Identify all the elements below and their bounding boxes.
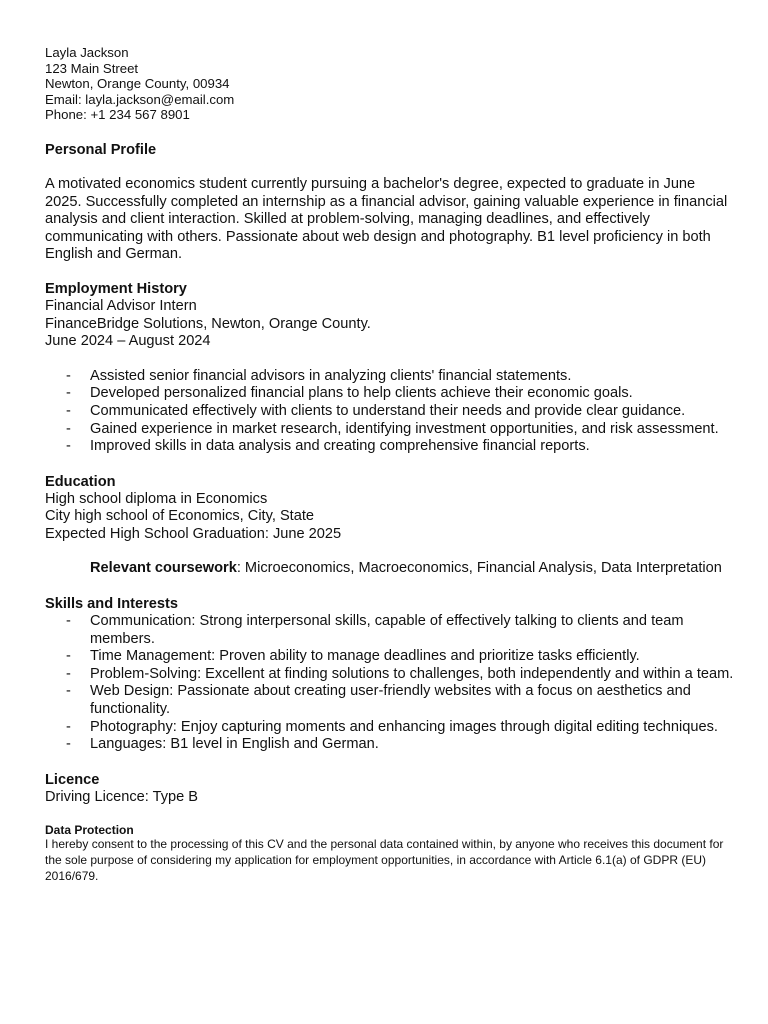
data-protection-heading: Data Protection: [45, 823, 134, 838]
skills-bullet-text: Photography: Enjoy capturing moments and enhancing images through digital editing techniques.: [90, 718, 718, 735]
employment-bullet-text: Developed personalized financial plans to help clients achieve their economic goals.: [90, 385, 633, 402]
profile-text: A motivated economics student currently pursuing a bachelor's degree, expected to graduate in June 2025. Successfully completed an internship as a financial advisor, gaining valuable experience in financial analysis and client interaction. Skilled at problem-solving, managing deadlines, and effectively communicating with others. Passionate about web design and photography. B1 level proficiency in both English and German.: [45, 175, 728, 263]
employment-company: FinanceBridge Solutions, Newton, Orange County.: [45, 315, 371, 332]
dash-bullet-icon: -: [66, 718, 71, 735]
employment-title: Financial Advisor Intern: [45, 297, 197, 314]
education-degree: High school diploma in Economics: [45, 490, 268, 507]
licence-text: Driving Licence: Type B: [45, 788, 199, 805]
list-item: [45, 736, 735, 754]
skills-bullet-text: Problem-Solving: Excellent at finding solutions to challenges, both independently and within a team.: [90, 665, 734, 682]
coursework-text: : Microeconomics, Macroeconomics, Financial Analysis, Data Interpretation: [236, 560, 722, 577]
list-item: [45, 368, 735, 386]
skills-heading: Skills and Interests: [45, 596, 179, 613]
dash-bullet-icon: -: [66, 367, 71, 384]
list-item: [45, 683, 735, 718]
contact-block: [45, 45, 735, 123]
coursework-label: Relevant coursework: [90, 560, 237, 577]
list-item: [45, 648, 735, 666]
list-item: [45, 403, 735, 421]
skills-bullet-text: Languages: B1 level in English and German.: [90, 736, 379, 753]
dash-bullet-icon: -: [66, 683, 71, 700]
dash-bullet-icon: -: [66, 736, 71, 753]
skills-bullets: [45, 613, 735, 754]
education-heading: Education: [45, 473, 116, 490]
list-item: [45, 613, 735, 648]
contact-phone: Phone: +1 234 567 8901: [45, 107, 190, 123]
employment-bullet-text: Communicated effectively with clients to understand their needs and provide clear guidance.: [90, 402, 686, 419]
skills-bullet-text: Time Management: Proven ability to manage deadlines and prioritize tasks efficiently.: [90, 648, 640, 665]
licence-heading: Licence: [45, 771, 100, 788]
education-school: City high school of Economics, City, State: [45, 508, 315, 525]
list-item: [45, 385, 735, 403]
dash-bullet-icon: -: [66, 385, 71, 402]
list-item: [45, 719, 735, 737]
dash-bullet-icon: -: [66, 438, 71, 455]
contact-name: Layla Jackson: [45, 45, 129, 60]
list-item: [45, 421, 735, 439]
employment-bullet-text: Gained experience in market research, identifying investment opportunities, and risk assessment.: [90, 420, 719, 437]
employment-bullets: [45, 368, 735, 456]
dash-bullet-icon: -: [66, 613, 71, 630]
dash-bullet-icon: -: [66, 402, 71, 419]
contact-city: Newton, Orange County, 00934: [45, 76, 230, 92]
profile-heading: Personal Profile: [45, 141, 157, 158]
dash-bullet-icon: -: [66, 648, 71, 665]
employment-bullet-text: Improved skills in data analysis and creating comprehensive financial reports.: [90, 438, 590, 455]
list-item: [45, 438, 735, 456]
employment-bullet-text: Assisted senior financial advisors in analyzing clients' financial statements.: [90, 367, 572, 384]
data-protection-text: I hereby consent to the processing of this CV and the personal data contained within, by anyone who receives this document for the sole purpose of considering my application for employment opportunities, in accordance with Article 6.1(a) of GDPR (EU) 2016/679.: [45, 837, 724, 883]
dash-bullet-icon: -: [66, 665, 71, 682]
skills-bullet-text: Web Design: Passionate about creating user-friendly websites with a focus on aesthetics and functionality.: [90, 683, 691, 718]
education-coursework: [45, 560, 735, 578]
employment-dates: June 2024 – August 2024: [45, 333, 211, 350]
education-graduation: Expected High School Graduation: June 2025: [45, 525, 342, 542]
contact-street: 123 Main Street: [45, 60, 139, 76]
employment-heading: Employment History: [45, 280, 187, 297]
dash-bullet-icon: -: [66, 420, 71, 437]
cv-content: [45, 45, 735, 885]
list-item: [45, 666, 735, 684]
skills-bullet-text: Communication: Strong interpersonal skills, capable of effectively talking to clients and team members.: [90, 613, 684, 647]
contact-email: Email: layla.jackson@email.com: [45, 91, 235, 107]
